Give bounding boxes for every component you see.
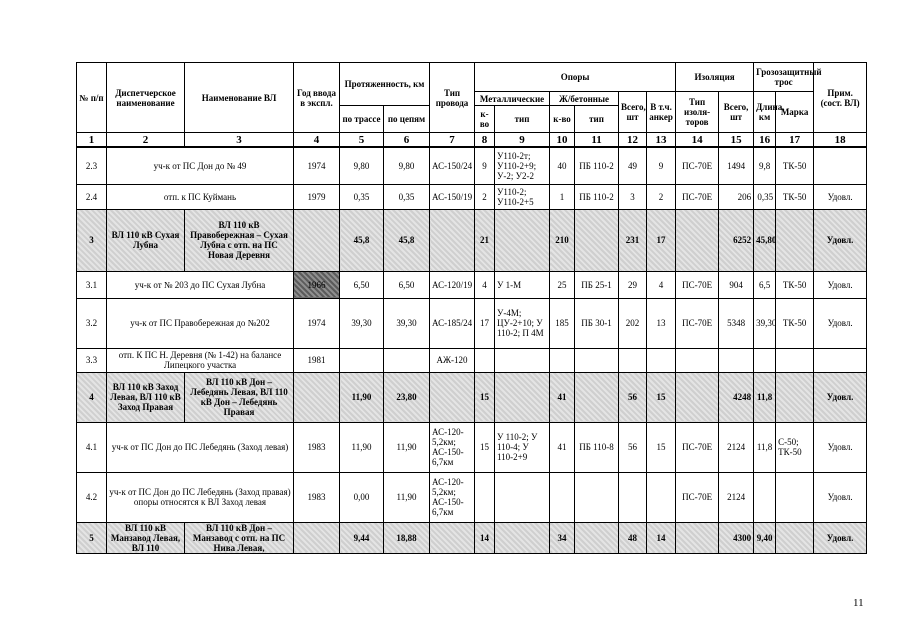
column-number: 11	[575, 133, 619, 148]
cell-metal-type: У110-2; У110-2+5	[495, 184, 550, 209]
cell-total: 202	[619, 298, 647, 348]
cell-insulator-type	[676, 522, 719, 553]
cell-gw-length: 39,30	[754, 298, 776, 348]
cell-total: 48	[619, 522, 647, 553]
cell-wire: АС-120/19	[430, 271, 475, 298]
cell-insulator-type: ПС-70Е	[676, 147, 719, 184]
cell-length-circuit: 45,8	[384, 209, 430, 271]
cell-gw-brand: ТК-50	[776, 298, 814, 348]
header-length: Протяженность, км	[340, 63, 430, 106]
column-numbers-row	[77, 133, 867, 148]
cell-id: 2.3	[77, 147, 107, 184]
cell-gw-brand: ТК-50	[776, 271, 814, 298]
cell-gw-length: 45,80	[754, 209, 776, 271]
column-number: 1	[77, 133, 107, 148]
table-row	[77, 348, 867, 372]
header-total-pcs: Всего, шт	[619, 92, 647, 133]
cell-name: уч-к от ПС Дон до ПС Лебедянь (Заход левая)	[107, 422, 294, 472]
header-num: № п/п	[77, 63, 107, 133]
cell-insulator-total: 2124	[719, 472, 754, 522]
column-number: 13	[647, 133, 676, 148]
cell-insulator-type: ПС-70Е	[676, 472, 719, 522]
header-insulator-type: Тип изоля-торов	[676, 92, 719, 133]
cell-total: 56	[619, 422, 647, 472]
cell-gw-length	[754, 348, 776, 372]
cell-total: 231	[619, 209, 647, 271]
cell-length-circuit: 39,30	[384, 298, 430, 348]
cell-gw-brand	[776, 522, 814, 553]
cell-metal-type	[495, 372, 550, 422]
cell-name: отп. К ПС Н. Деревня (№ 1-42) на балансе Липецкого участка	[107, 348, 294, 372]
cell-insulator-total: 6252	[719, 209, 754, 271]
cell-concrete-count: 185	[550, 298, 575, 348]
cell-name: отп. к ПС Куймань	[107, 184, 294, 209]
cell-year: 1979	[294, 184, 340, 209]
cell-id: 4	[77, 372, 107, 422]
cell-concrete-count	[550, 472, 575, 522]
cell-year	[294, 372, 340, 422]
cell-metal-count: 15	[475, 372, 495, 422]
cell-anchor: 9	[647, 147, 676, 184]
cell-insulator-type: ПС-70Е	[676, 422, 719, 472]
power-lines-table	[76, 62, 867, 554]
cell-name: ВЛ 110 кВ Дон – Манзавод с отп. на ПС Нива Левая,	[185, 522, 294, 553]
cell-metal-type	[495, 472, 550, 522]
cell-total: 29	[619, 271, 647, 298]
cell-concrete-count: 1	[550, 184, 575, 209]
cell-metal-type: У 110-2; У 110-4; У 110-2+9	[495, 422, 550, 472]
table-row	[77, 298, 867, 348]
cell-note: Удовл.	[814, 209, 867, 271]
cell-gw-brand	[776, 348, 814, 372]
table-row	[77, 209, 867, 271]
cell-wire: АЖ-120	[430, 348, 475, 372]
cell-length-circuit	[384, 348, 430, 372]
cell-concrete-type	[575, 472, 619, 522]
header-gw-length: Длина, км	[754, 92, 776, 133]
cell-length-circuit: 11,90	[384, 422, 430, 472]
cell-metal-count: 2	[475, 184, 495, 209]
cell-concrete-type: ПБ 110-2	[575, 184, 619, 209]
header-length-circuit: по цепям	[384, 106, 430, 133]
cell-year	[294, 209, 340, 271]
cell-insulator-total: 904	[719, 271, 754, 298]
cell-name: ВЛ 110 кВ Дон – Лебедянь Левая, ВЛ 110 кВ Дон – Лебедянь Правая	[185, 372, 294, 422]
header-ins-total: Всего, шт	[719, 92, 754, 133]
column-number: 16	[754, 133, 776, 148]
cell-name: уч-к от ПС Дон до № 49	[107, 147, 294, 184]
cell-concrete-type	[575, 372, 619, 422]
cell-anchor: 4	[647, 271, 676, 298]
cell-note	[814, 147, 867, 184]
cell-total: 3	[619, 184, 647, 209]
header-year: Год ввода в экспл.	[294, 63, 340, 133]
cell-anchor: 2	[647, 184, 676, 209]
cell-length-circuit: 9,80	[384, 147, 430, 184]
header-note: Прим. (сост. ВЛ)	[814, 63, 867, 133]
table-row	[77, 522, 867, 553]
cell-year: 1983	[294, 422, 340, 472]
cell-concrete-count	[550, 348, 575, 372]
cell-insulator-total	[719, 348, 754, 372]
cell-metal-type: У 1-М	[495, 271, 550, 298]
cell-metal-count: 4	[475, 271, 495, 298]
cell-gw-brand: ТК-50	[776, 147, 814, 184]
cell-id: 3.1	[77, 271, 107, 298]
column-number: 3	[185, 133, 294, 148]
cell-anchor: 17	[647, 209, 676, 271]
cell-length-route: 11,90	[340, 372, 384, 422]
cell-year: 1981	[294, 348, 340, 372]
header-concrete: Ж/бетонные	[550, 92, 619, 106]
cell-insulator-type: ПС-70Е	[676, 298, 719, 348]
cell-length-circuit: 11,90	[384, 472, 430, 522]
cell-length-circuit: 0,35	[384, 184, 430, 209]
cell-note: Удовл.	[814, 422, 867, 472]
cell-concrete-count: 41	[550, 372, 575, 422]
cell-gw-length: 11,8	[754, 372, 776, 422]
table-header	[77, 63, 867, 148]
cell-year: 1966	[294, 271, 340, 298]
cell-total	[619, 472, 647, 522]
cell-concrete-type: ПБ 25-1	[575, 271, 619, 298]
cell-year: 1974	[294, 147, 340, 184]
cell-note: Удовл.	[814, 372, 867, 422]
cell-name: уч-к от ПС Правобережная до №202	[107, 298, 294, 348]
column-number: 15	[719, 133, 754, 148]
cell-name: ВЛ 110 кВ Правобережная – Сухая Лубна с отп. на ПС Новая Деревня	[185, 209, 294, 271]
cell-wire: АС-120-5,2км; АС-150-6,7км	[430, 422, 475, 472]
cell-metal-count	[475, 472, 495, 522]
header-metal-count: к-во	[475, 106, 495, 133]
cell-metal-type	[495, 209, 550, 271]
header-wire: Тип провода	[430, 63, 475, 133]
cell-anchor: 15	[647, 422, 676, 472]
cell-wire: АС-120-5,2км; АС-150-6,7км	[430, 472, 475, 522]
column-number: 6	[384, 133, 430, 148]
column-number: 2	[107, 133, 185, 148]
cell-anchor	[647, 472, 676, 522]
cell-gw-brand: ТК-50	[776, 184, 814, 209]
cell-insulator-total: 1494	[719, 147, 754, 184]
cell-wire: АС-150/19	[430, 184, 475, 209]
cell-concrete-count: 41	[550, 422, 575, 472]
cell-insulator-total: 5348	[719, 298, 754, 348]
cell-concrete-count: 210	[550, 209, 575, 271]
table-row	[77, 147, 867, 184]
table-row	[77, 184, 867, 209]
cell-concrete-type	[575, 348, 619, 372]
column-number: 7	[430, 133, 475, 148]
cell-insulator-total: 4248	[719, 372, 754, 422]
cell-length-route: 11,90	[340, 422, 384, 472]
column-number: 14	[676, 133, 719, 148]
cell-metal-count: 15	[475, 422, 495, 472]
table-row	[77, 472, 867, 522]
cell-insulator-total: 2124	[719, 422, 754, 472]
cell-concrete-count: 40	[550, 147, 575, 184]
cell-gw-length: 9,8	[754, 147, 776, 184]
cell-year	[294, 522, 340, 553]
cell-year: 1974	[294, 298, 340, 348]
column-number: 10	[550, 133, 575, 148]
cell-year: 1983	[294, 472, 340, 522]
cell-concrete-type: ПБ 110-2	[575, 147, 619, 184]
header-dispatch: Диспетчерское наименование	[107, 63, 185, 133]
cell-insulator-type	[676, 372, 719, 422]
cell-gw-brand	[776, 472, 814, 522]
cell-concrete-count: 34	[550, 522, 575, 553]
column-number: 5	[340, 133, 384, 148]
cell-id: 3	[77, 209, 107, 271]
cell-length-route	[340, 348, 384, 372]
cell-gw-brand: С-50; ТК-50	[776, 422, 814, 472]
cell-gw-length: 11,8	[754, 422, 776, 472]
cell-length-circuit: 6,50	[384, 271, 430, 298]
document-sheet	[76, 62, 866, 554]
cell-id: 3.3	[77, 348, 107, 372]
cell-concrete-count: 25	[550, 271, 575, 298]
cell-insulator-type: ПС-70Е	[676, 184, 719, 209]
cell-metal-count: 14	[475, 522, 495, 553]
table-row	[77, 271, 867, 298]
cell-note: Удовл.	[814, 472, 867, 522]
header-concrete-type: тип	[575, 106, 619, 133]
cell-anchor: 14	[647, 522, 676, 553]
cell-length-route: 45,8	[340, 209, 384, 271]
cell-id: 5	[77, 522, 107, 553]
cell-metal-count: 9	[475, 147, 495, 184]
cell-concrete-type: ПБ 30-1	[575, 298, 619, 348]
column-number: 17	[776, 133, 814, 148]
cell-id: 3.2	[77, 298, 107, 348]
cell-gw-length: 9,40	[754, 522, 776, 553]
cell-length-route: 9,44	[340, 522, 384, 553]
header-supports: Опоры	[475, 63, 676, 92]
cell-id: 4.1	[77, 422, 107, 472]
table-body	[77, 147, 867, 553]
cell-wire	[430, 522, 475, 553]
cell-concrete-type	[575, 522, 619, 553]
cell-length-route: 39,30	[340, 298, 384, 348]
cell-name: уч-к от ПС Дон до ПС Лебедянь (Заход правая) опоры относятся к ВЛ Заход левая	[107, 472, 294, 522]
cell-length-route: 0,00	[340, 472, 384, 522]
page-number: 11	[853, 597, 864, 609]
cell-note: Удовл.	[814, 271, 867, 298]
cell-anchor: 13	[647, 298, 676, 348]
cell-insulator-type	[676, 348, 719, 372]
cell-total: 56	[619, 372, 647, 422]
cell-length-circuit: 18,88	[384, 522, 430, 553]
cell-insulator-total: 206	[719, 184, 754, 209]
cell-id: 4.2	[77, 472, 107, 522]
cell-gw-brand	[776, 209, 814, 271]
cell-anchor	[647, 348, 676, 372]
header-gw-brand: Марка	[776, 92, 814, 133]
cell-wire	[430, 209, 475, 271]
cell-name: уч-к от № 203 до ПС Сухая Лубна	[107, 271, 294, 298]
cell-metal-count: 21	[475, 209, 495, 271]
cell-concrete-type: ПБ 110-8	[575, 422, 619, 472]
cell-dispatch: ВЛ 110 кВ Манзавод Левая, ВЛ 110	[107, 522, 185, 553]
cell-dispatch: ВЛ 110 кВ Сухая Лубна	[107, 209, 185, 271]
cell-metal-type	[495, 522, 550, 553]
cell-note: Удовл.	[814, 298, 867, 348]
table-row	[77, 372, 867, 422]
cell-note: Удовл.	[814, 522, 867, 553]
cell-metal-type: У110-2т; У110-2+9; У-2; У2-2	[495, 147, 550, 184]
cell-gw-brand	[776, 372, 814, 422]
cell-length-route: 9,80	[340, 147, 384, 184]
column-number: 4	[294, 133, 340, 148]
cell-gw-length: 6,5	[754, 271, 776, 298]
cell-metal-type	[495, 348, 550, 372]
cell-metal-count: 17	[475, 298, 495, 348]
header-anchor: В т.ч. анкер	[647, 92, 676, 133]
cell-gw-length: 0,35	[754, 184, 776, 209]
header-insulation: Изоляция	[676, 63, 754, 92]
column-number: 12	[619, 133, 647, 148]
column-number: 18	[814, 133, 867, 148]
header-metal-type: тип	[495, 106, 550, 133]
cell-note: Удовл.	[814, 184, 867, 209]
cell-anchor: 15	[647, 372, 676, 422]
cell-total	[619, 348, 647, 372]
cell-insulator-type: ПС-70Е	[676, 271, 719, 298]
cell-dispatch: ВЛ 110 кВ Заход Левая, ВЛ 110 кВ Заход Правая	[107, 372, 185, 422]
cell-metal-count	[475, 348, 495, 372]
header-metal: Металлические	[475, 92, 550, 106]
cell-insulator-total: 4300	[719, 522, 754, 553]
cell-wire: АС-185/24	[430, 298, 475, 348]
cell-length-circuit: 23,80	[384, 372, 430, 422]
table-row	[77, 422, 867, 472]
cell-insulator-type	[676, 209, 719, 271]
cell-wire: АС-150/24	[430, 147, 475, 184]
header-name: Наименование ВЛ	[185, 63, 294, 133]
cell-gw-length	[754, 472, 776, 522]
header-ground-wire: Грозозащитный трос	[754, 63, 814, 92]
cell-total: 49	[619, 147, 647, 184]
column-number: 9	[495, 133, 550, 148]
cell-length-route: 0,35	[340, 184, 384, 209]
cell-metal-type: У-4М; ЦУ-2+10; У 110-2; П 4М	[495, 298, 550, 348]
cell-concrete-type	[575, 209, 619, 271]
column-number: 8	[475, 133, 495, 148]
cell-id: 2.4	[77, 184, 107, 209]
cell-wire	[430, 372, 475, 422]
cell-note	[814, 348, 867, 372]
header-concrete-count: к-во	[550, 106, 575, 133]
header-length-route: по трассе	[340, 106, 384, 133]
cell-length-route: 6,50	[340, 271, 384, 298]
